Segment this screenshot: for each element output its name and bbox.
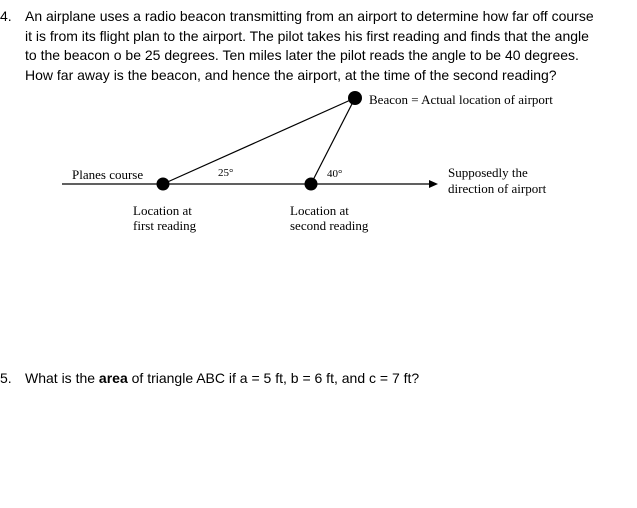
direction-label-line1: Supposedly the xyxy=(448,165,528,180)
angle-25-label: 25° xyxy=(218,167,234,179)
problem-4-text: An airplane uses a radio beacon transmitting from an airport to determine how far off course it is from its flight plan to the airport. The pilot takes his first reading and finds that the angle to the beacon o be 25 degrees. Ten miles later the pilot reads the angle to be 40 degrees. How far away is the beacon, and hence the airport, at the time of the second reading? xyxy=(25,8,594,83)
planes-course-label: Planes course xyxy=(72,167,144,182)
problem-5-text-after: of triangle ABC if a = 5 ft, b = 6 ft, and c = 7 ft? xyxy=(127,370,420,386)
second-location-label-line2: second reading xyxy=(290,218,369,233)
angle-40-label: 40° xyxy=(327,168,343,180)
first-location-label-line2: first reading xyxy=(133,218,197,233)
problem-5-number: 5. xyxy=(0,370,12,386)
second-reading-point xyxy=(305,178,318,191)
problem-4-number: 4. xyxy=(0,8,12,24)
problem-5-text-before: What is the xyxy=(25,370,99,386)
course-arrowhead xyxy=(429,180,438,188)
first-location-label-line1: Location at xyxy=(133,203,192,218)
direction-label-line2: direction of airport xyxy=(448,181,547,196)
second-location-label-line1: Location at xyxy=(290,203,349,218)
beacon-label: Beacon = Actual location of airport xyxy=(369,92,553,107)
beacon-point xyxy=(348,91,362,105)
problem-5-text xyxy=(25,369,600,389)
problem-5-area-bold: area xyxy=(98,370,128,386)
first-reading-point xyxy=(157,178,170,191)
